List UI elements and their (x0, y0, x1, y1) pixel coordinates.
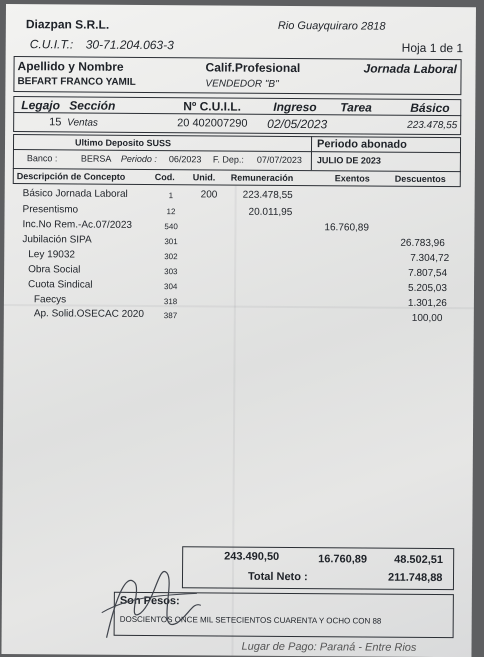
legajo-value: 15 (49, 116, 62, 129)
col-cod: Cod. (154, 172, 175, 183)
calif-label: Calif.Profesional (205, 60, 301, 76)
row-cod: 302 (164, 252, 178, 262)
row-concepto: Presentismo (22, 204, 79, 216)
row-concepto: Ley 19032 (28, 249, 76, 261)
row-rem: 223.478,55 (242, 189, 293, 202)
name-label: Apellido y Nombre (17, 59, 124, 74)
row-unid: 200 (200, 189, 218, 201)
signature-mark (97, 553, 208, 649)
ingreso-label: Ingreso (273, 99, 317, 115)
ingreso-value: 02/05/2023 (267, 116, 328, 132)
seccion-label: Sección (69, 98, 116, 113)
page-number: Hoja 1 de 1 (401, 40, 464, 56)
company-name: Diazpan S.R.L. (25, 17, 110, 32)
row-cod: 303 (164, 267, 178, 277)
col-exentos: Exentos (334, 173, 370, 184)
total-exentos: 16.760,89 (318, 553, 368, 566)
periodo-abonado-value: JULIO DE 2023 (316, 155, 381, 166)
row-desc: 5.205,03 (407, 282, 447, 295)
lugar-de-pago: Lugar de Pago: Paraná - Entre Rios (241, 640, 417, 654)
deposito-title: Ultimo Deposito SUSS (74, 137, 172, 149)
total-neto-value: 211.748,88 (387, 571, 443, 585)
banco-value: BERSA (80, 153, 112, 164)
row-desc: 1.301,26 (407, 297, 447, 310)
total-neto-label: Total Neto : (247, 570, 308, 584)
row-cod: 301 (164, 237, 178, 247)
employee-calif: VENDEDOR "B" (205, 78, 279, 90)
total-descuentos: 48.502,51 (394, 553, 444, 567)
amount-in-words: DOSCIENTOS ONCE MIL SETECIENTOS CUARENTA Y OCHO CON 88 (119, 614, 382, 626)
row-desc: 7.304,72 (410, 252, 450, 265)
row-concepto: Faecys (33, 294, 67, 306)
cuil-label: Nº C.U.I.L. (183, 99, 242, 114)
col-concepto: Descripción de Concepto (16, 171, 126, 182)
row-concepto: Inc.No Rem.-Ac.07/2023 (22, 219, 132, 231)
row-cod: 304 (163, 282, 178, 292)
company-address: Rio Guayquiraro 2818 (277, 19, 386, 33)
row-desc: 26.783,96 (400, 237, 445, 250)
total-remuneracion: 243.490,50 (224, 550, 280, 563)
seccion-value: Ventas (67, 117, 98, 129)
son-pesos-label: Son Pesos: (119, 594, 180, 608)
row-concepto: Básico Jornada Laboral (22, 188, 128, 200)
row-cod: 318 (163, 297, 178, 307)
jornada-label: Jornada Laboral (363, 61, 457, 77)
basico-label: Básico (410, 100, 450, 116)
fdep-label: F. Dep.: (212, 154, 244, 165)
row-rem: 20.011,95 (248, 206, 293, 219)
tarea-label: Tarea (340, 100, 372, 115)
fdep-value: 07/07/2023 (256, 154, 302, 166)
row-desc: 100,00 (411, 312, 443, 325)
periodo-abonado-label: Periodo abonado (316, 138, 407, 151)
row-concepto: Cuota Sindical (28, 279, 93, 291)
cuit-value: 30-71.204.063-3 (85, 37, 174, 53)
row-exe: 16.760,89 (324, 222, 369, 234)
basico-value: 223.478,55 (407, 119, 458, 132)
legajo-label: Legajo (21, 98, 61, 113)
row-cod: 387 (163, 311, 178, 321)
row-concepto: Ap. Solid.OSECAC 2020 (33, 308, 144, 320)
row-concepto: Obra Social (28, 264, 81, 276)
cuil-value: 20 402007290 (177, 117, 248, 130)
col-remuneracion: Remuneración (230, 172, 294, 184)
employee-name: BEFART FRANCO YAMIL (17, 76, 136, 88)
row-cod: 1 (168, 191, 174, 201)
row-desc: 7.807,54 (408, 267, 448, 280)
periodo-label: Periodo : (120, 153, 157, 165)
col-descuentos: Descuentos (394, 173, 446, 185)
payslip-paper (1, 4, 476, 657)
col-unid: Unid. (192, 172, 216, 183)
banco-label: Banco : (26, 153, 58, 164)
row-cod: 12 (166, 207, 176, 217)
row-concepto: Jubilación SIPA (22, 234, 92, 246)
cuit-label: C.U.I.T.: (29, 37, 74, 52)
periodo-value: 06/2023 (168, 154, 202, 165)
row-cod: 540 (164, 222, 178, 232)
